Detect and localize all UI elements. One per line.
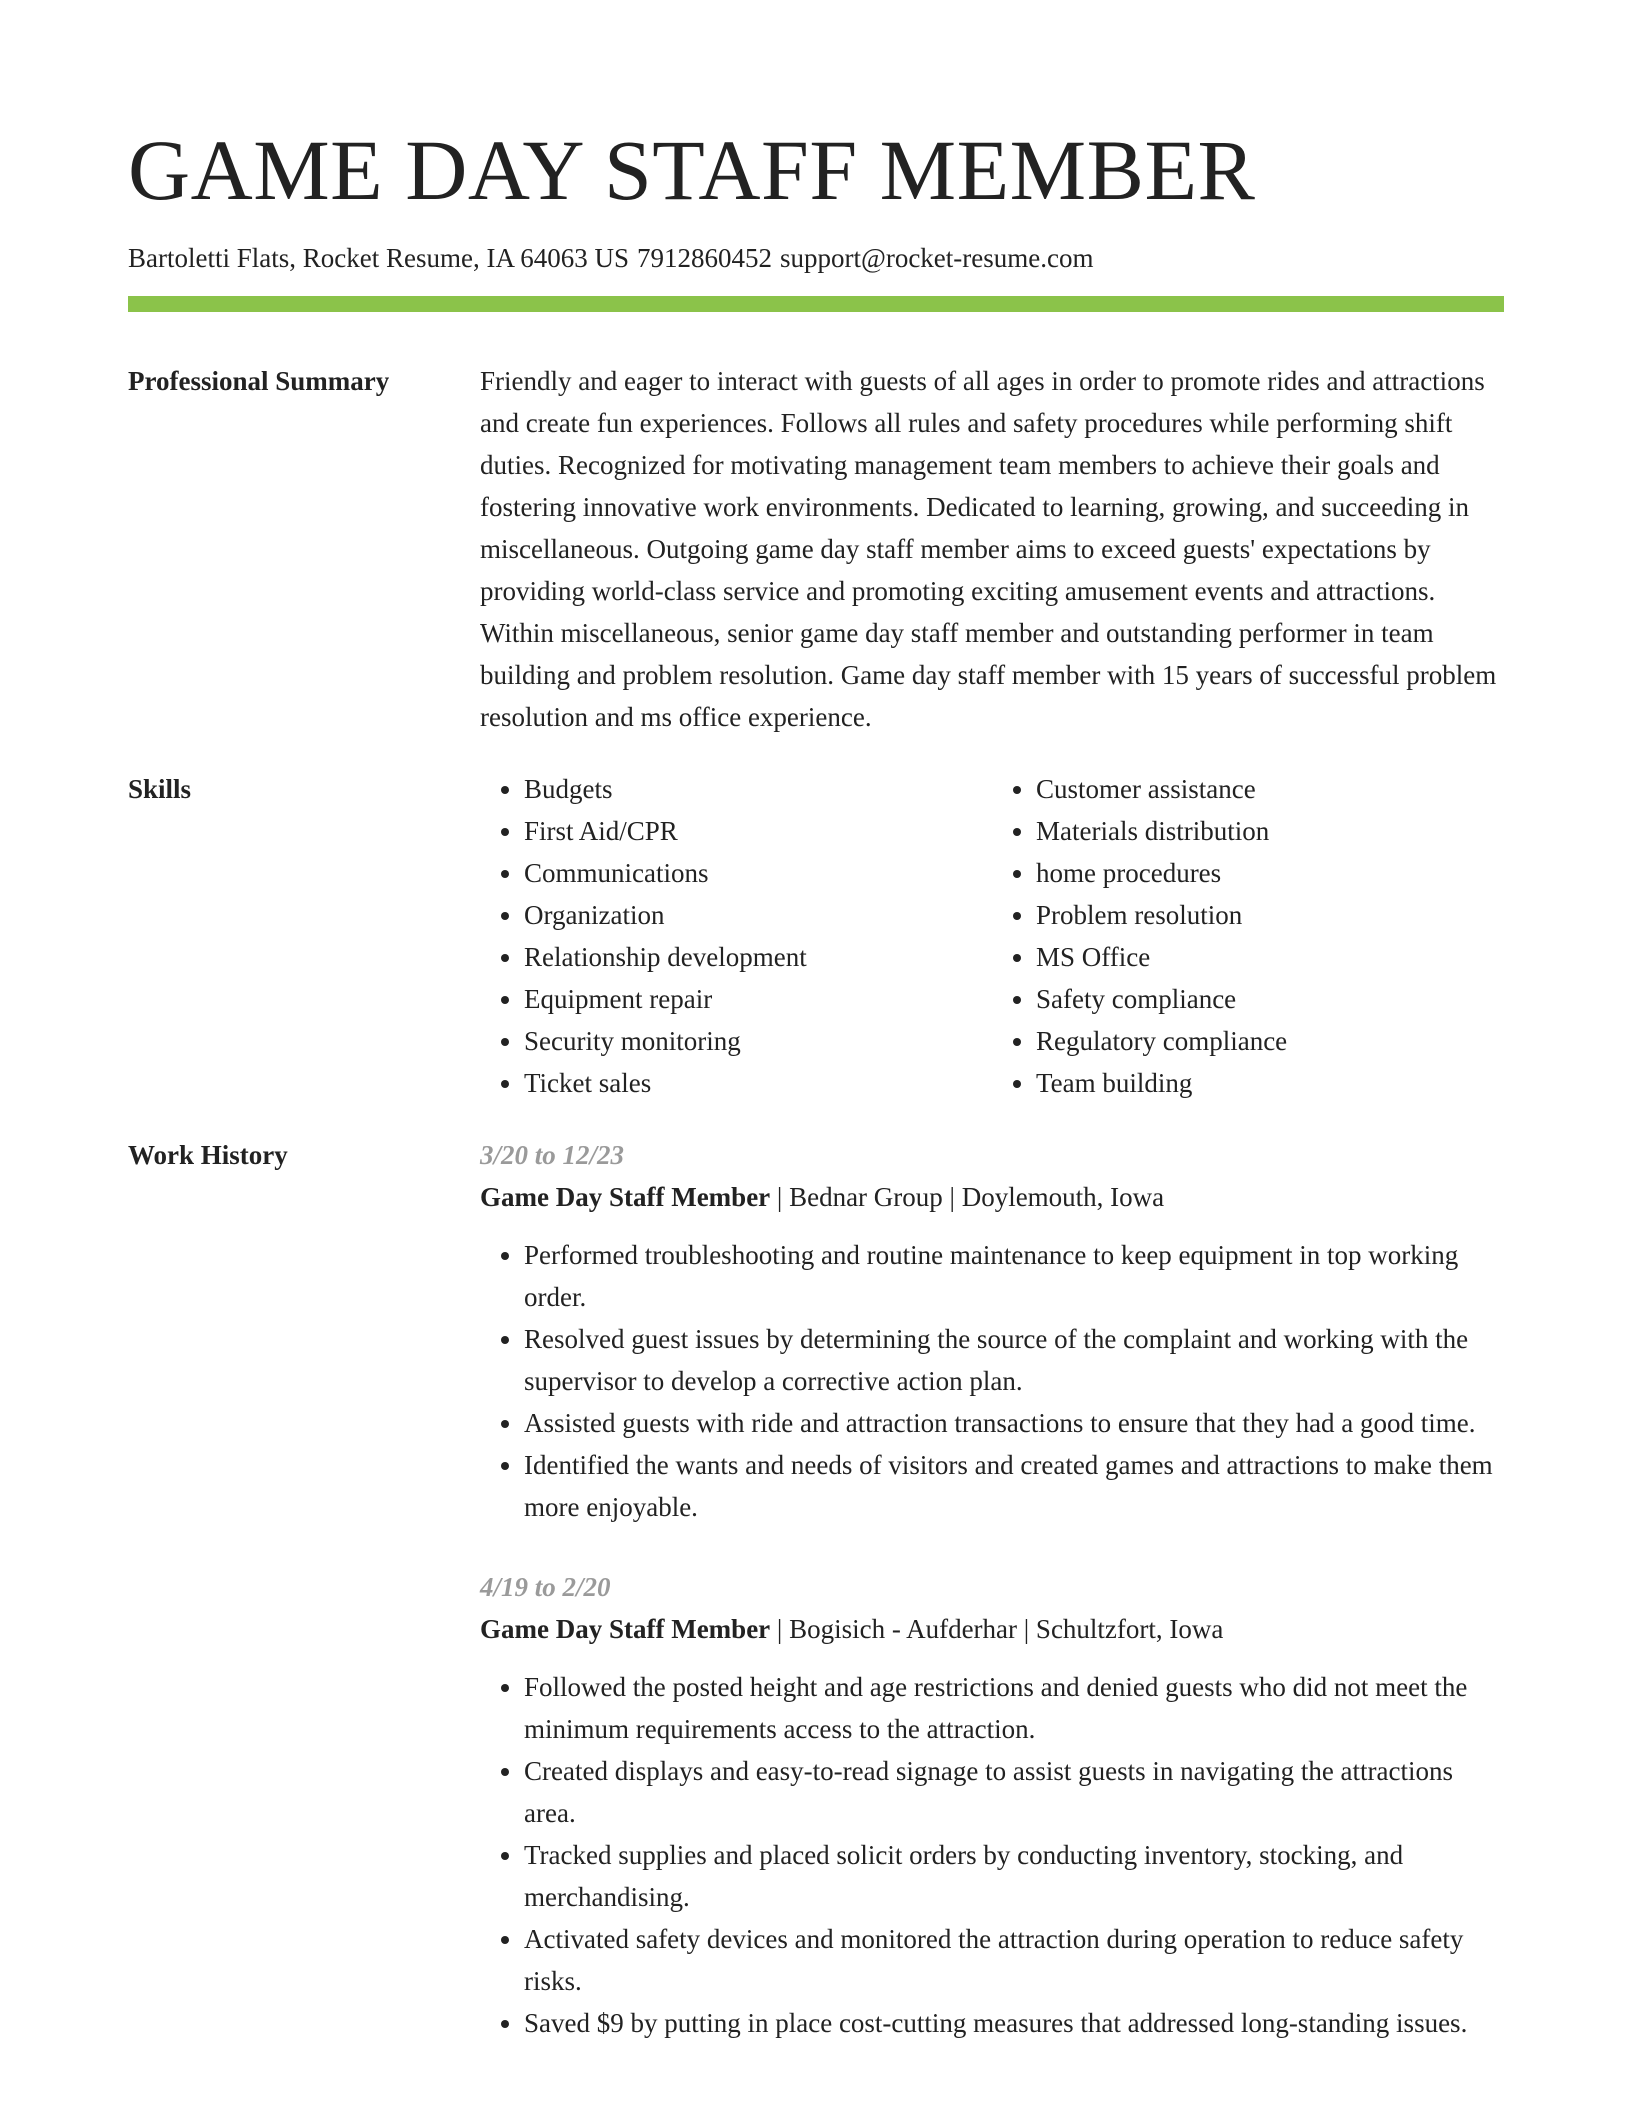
skill-item: • Budgets: [524, 768, 992, 810]
contact-phone: 7912860452: [636, 243, 772, 273]
skill-item: • First Aid/CPR: [524, 810, 992, 852]
skill-item: • Equipment repair: [524, 978, 992, 1020]
job-bullet: • Performed troubleshooting and routine maintenance to keep equipment in top working order.: [524, 1234, 1504, 1318]
work-history-heading: Work History: [128, 1140, 288, 1170]
skill-item: • Relationship development: [524, 936, 992, 978]
resume-title: GAME DAY STAFF MEMBER: [128, 122, 1256, 218]
job-bullet: • Assisted guests with ride and attraction transactions to ensure that they had a good time.: [524, 1402, 1504, 1444]
summary-text: Friendly and eager to interact with guests of all ages in order to promote rides and attractions and create fun experiences. Follows all rules and safety procedures while performing shift duties. Recognized for motivating management team members to achieve their goals and fostering innovative work environments. Dedicated to learning, growing, and succeeding in miscellaneous. Outgoing game day staff member aims to exceed guests' expectations by providing world-class service and promoting exciting amusement events and attractions. Within miscellaneous, senior game day staff member and outstanding performer in team building and problem resolution. Game day staff member with 15 years of successful problem resolution and ms office experience.: [480, 366, 1497, 732]
job-bullet: • Identified the wants and needs of visitors and created games and attractions to make them more enjoyable.: [524, 1444, 1504, 1528]
job-bullet: • Tracked supplies and placed solicit orders by conducting inventory, stocking, and merchandising.: [524, 1834, 1504, 1918]
job-employer-location: | Bogisich - Aufderhar | Schultzfort, Iowa: [770, 1614, 1224, 1644]
job-bullets: [480, 1234, 1504, 1528]
skills-section: [128, 768, 1504, 1104]
job-title-line: [480, 1176, 1504, 1218]
header-divider: [128, 296, 1504, 312]
contact-address: Bartoletti Flats, Rocket Resume, IA 64063 US: [128, 243, 629, 273]
skills-columns: [480, 768, 1504, 1104]
summary-section: [128, 360, 1504, 738]
skill-item: • Communications: [524, 852, 992, 894]
job-bullet: • Followed the posted height and age restrictions and denied guests who did not meet the minimum requirements access to the attraction.: [524, 1666, 1504, 1750]
job-entry: [480, 1134, 1504, 1528]
job-entry: [480, 1566, 1504, 2044]
contact-email: support@rocket-resume.com: [779, 243, 1094, 273]
skill-item: • Security monitoring: [524, 1020, 992, 1062]
job-bullet: • Resolved guest issues by determining the source of the complaint and working with the supervisor to develop a corrective action plan.: [524, 1318, 1504, 1402]
skills-right-list: [992, 768, 1504, 1104]
skill-item: • Safety compliance: [1036, 978, 1504, 1020]
job-bullet: • Saved $9 by putting in place cost-cutting measures that addressed long-standing issues.: [524, 2002, 1504, 2044]
skill-item: • Customer assistance: [1036, 768, 1504, 810]
job-title-line: [480, 1608, 1504, 1650]
skill-item: • Organization: [524, 894, 992, 936]
skills-left-list: [480, 768, 992, 1104]
skills-heading: Skills: [128, 774, 192, 804]
skill-item: • Regulatory compliance: [1036, 1020, 1504, 1062]
job-role: Game Day Staff Member: [480, 1614, 771, 1644]
skill-item: • Ticket sales: [524, 1062, 992, 1104]
skill-item: • home procedures: [1036, 852, 1504, 894]
skill-item: • MS Office: [1036, 936, 1504, 978]
contact-line: [128, 240, 1504, 276]
skill-item: • Team building: [1036, 1062, 1504, 1104]
job-bullet: • Activated safety devices and monitored the attraction during operation to reduce safety risks.: [524, 1918, 1504, 2002]
skill-item: • Problem resolution: [1036, 894, 1504, 936]
skill-item: • Materials distribution: [1036, 810, 1504, 852]
job-dates: 3/20 to 12/23: [480, 1140, 625, 1170]
job-list: [480, 1134, 1504, 2082]
job-employer-location: | Bednar Group | Doylemouth, Iowa: [770, 1182, 1165, 1212]
summary-heading: Professional Summary: [128, 366, 390, 396]
job-bullets: [480, 1666, 1504, 2044]
job-bullet: • Created displays and easy-to-read signage to assist guests in navigating the attractions area.: [524, 1750, 1504, 1834]
job-dates: 4/19 to 2/20: [480, 1572, 611, 1602]
work-history-section: [128, 1134, 1504, 2082]
job-role: Game Day Staff Member: [480, 1182, 771, 1212]
